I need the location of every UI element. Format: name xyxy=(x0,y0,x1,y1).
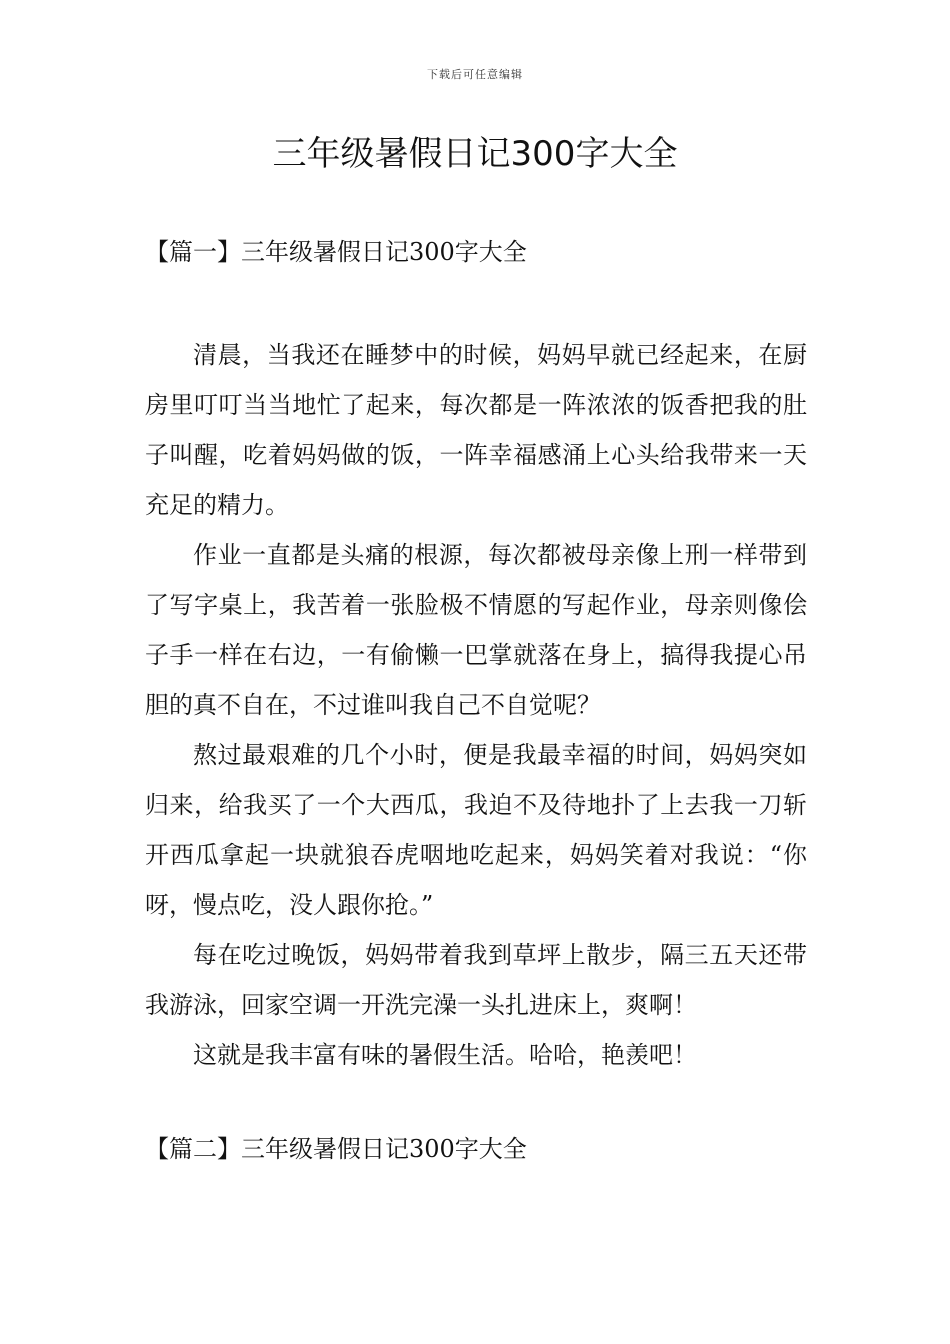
paragraph: 作业一直都是头痛的根源，每次都被母亲像上刑一样带到了写字桌上，我苦着一张脸极不情愿的写起作业，母亲则像侩子手一样在右边，一有偷懒一巴掌就落在身上，搞得我提心吊胆的真不自在，不过谁叫我自己不自觉呢？ xyxy=(145,541,807,719)
paragraph: 每在吃过晚饭，妈妈带着我到草坪上散步，隔三五天还带我游泳，回家空调一开洗完澡一头扎进床上，爽啊！ xyxy=(145,941,807,1019)
paragraph: 熬过最艰难的几个小时，便是我最幸福的时间，妈妈突如归来，给我买了一个大西瓜，我迫不及待地扑了上去我一刀斩开西瓜拿起一块就狼吞虎咽地吃起来，妈妈笑着对我说：“你呀，慢点吃，没人跟你抢。” xyxy=(145,741,807,919)
paragraph: 这就是我丰富有味的暑假生活。哈哈，艳羡吧！ xyxy=(193,1041,697,1069)
section-heading-2: 【篇二】三年级暑假日记300字大全 xyxy=(145,1135,527,1163)
paragraph: 清晨，当我还在睡梦中的时候，妈妈早就已经起来，在厨房里叮叮当当地忙了起来，每次都是一阵浓浓的饭香把我的肚子叫醒，吃着妈妈做的饭，一阵幸福感涌上心头给我带来一天充足的精力。 xyxy=(145,341,807,519)
section-heading-1: 【篇一】三年级暑假日记300字大全 xyxy=(145,238,527,266)
section-1-body xyxy=(145,330,807,1080)
header-note: 下载后可任意编辑 xyxy=(427,68,523,81)
document-title: 三年级暑假日记300字大全 xyxy=(272,134,678,174)
